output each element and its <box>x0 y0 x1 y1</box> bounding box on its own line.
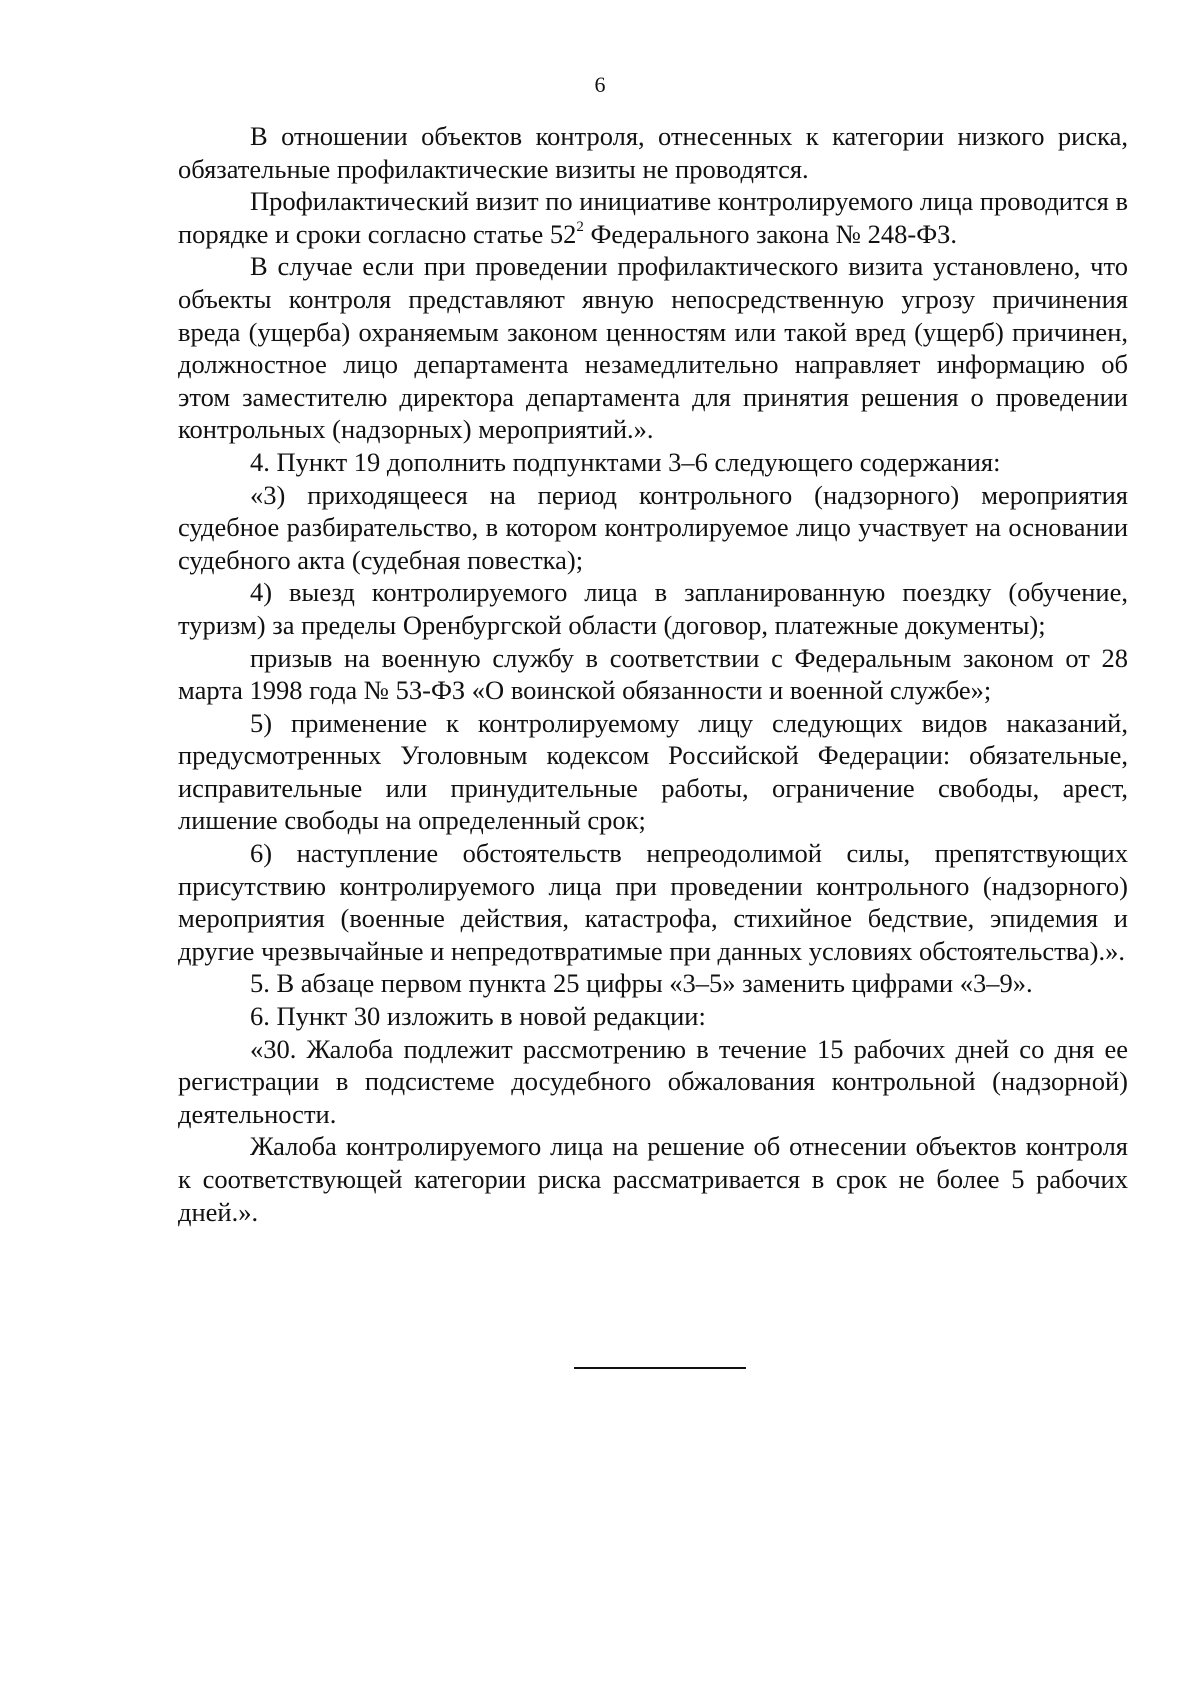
paragraph-military-service: призыв на военную службу в соответствии с Федеральным законом от 28 марта 1998 года № 53-ФЗ «О воинской обязанности и военной службе»; <box>178 642 1128 706</box>
paragraph-item-4: 4. Пункт 19 дополнить подпунктами 3–6 следующего содержания: <box>250 446 1001 477</box>
paragraph-item-6: 6. Пункт 30 изложить в новой редакции: <box>250 1001 706 1032</box>
paragraph-initiative-visit <box>178 185 1128 250</box>
paragraph-complaint-30: «30. Жалоба подлежит рассмотрению в течение 15 рабочих дней со дня ее регистрации в подсистеме досудебного обжалования контрольной (надзорной) деятельности. <box>178 1033 1128 1129</box>
document-body <box>178 120 1128 1228</box>
paragraph-text: Профилактический визит по инициативе контролируемого лица проводится в порядке и сроки согласно статье 52 <box>178 186 1128 249</box>
paragraph-low-risk-visits: В отношении объектов контроля, отнесенных к категории низкого риска, обязательные профилактические визиты не проводятся. <box>178 121 1128 184</box>
paragraph-subitem-4: 4) выезд контролируемого лица в запланированную поездку (обучение, туризм) за пределы Оренбургской области (договор, платежные документы); <box>178 577 1128 640</box>
paragraph-subitem-3: «3) приходящееся на период контрольного (надзорного) мероприятия судебное разбирательство, в котором контролируемое лицо участвует на основании судебного акта (судебная повестка); <box>178 479 1128 575</box>
superscript-index: 2 <box>576 218 584 235</box>
paragraph-threat-case: В случае если при проведении профилактического визита установлено, что объекты контроля представляют явную непосредственную угрозу причинения вреда (ущерба) охраняемым законом ценностям или такой вред (ущерб) причинен, должностное лицо департамента незамедлительно направляет информацию об этом заместителю директора департамента для принятия решения о проведении контрольных (надзорных) мероприятий.». <box>178 251 1128 445</box>
paragraph-subitem-5: 5) применение к контролируемому лицу следующих видов наказаний, предусмотренных Уголовным кодексом Российской Федерации: обязательные, исправительные или принудительные работы, ограничение свободы, арест, лишение свободы на определенный срок; <box>178 707 1128 836</box>
paragraph-text: Федерального закона № 248-ФЗ. <box>583 218 958 249</box>
page-number: 6 <box>594 72 606 97</box>
end-divider-line <box>574 1367 746 1369</box>
paragraph-item-5: 5. В абзаце первом пункта 25 цифры «3–5» заменить цифрами «3–9». <box>250 968 1033 999</box>
paragraph-subitem-6: 6) наступление обстоятельств непреодолимой силы, препятствующих присутствию контролируемого лица при проведении контрольного (надзорного) мероприятия (военные действия, катастрофа, стихийное бедствие, эпидемия и другие чрезвычайные и непредотвратимые при данных условиях обстоятельства).». <box>178 838 1128 966</box>
paragraph-complaint-risk: Жалоба контролируемого лица на решение об отнесении объектов контроля к соответствующей категории риска рассматривается в срок не более 5 рабочих дней.». <box>178 1131 1128 1227</box>
